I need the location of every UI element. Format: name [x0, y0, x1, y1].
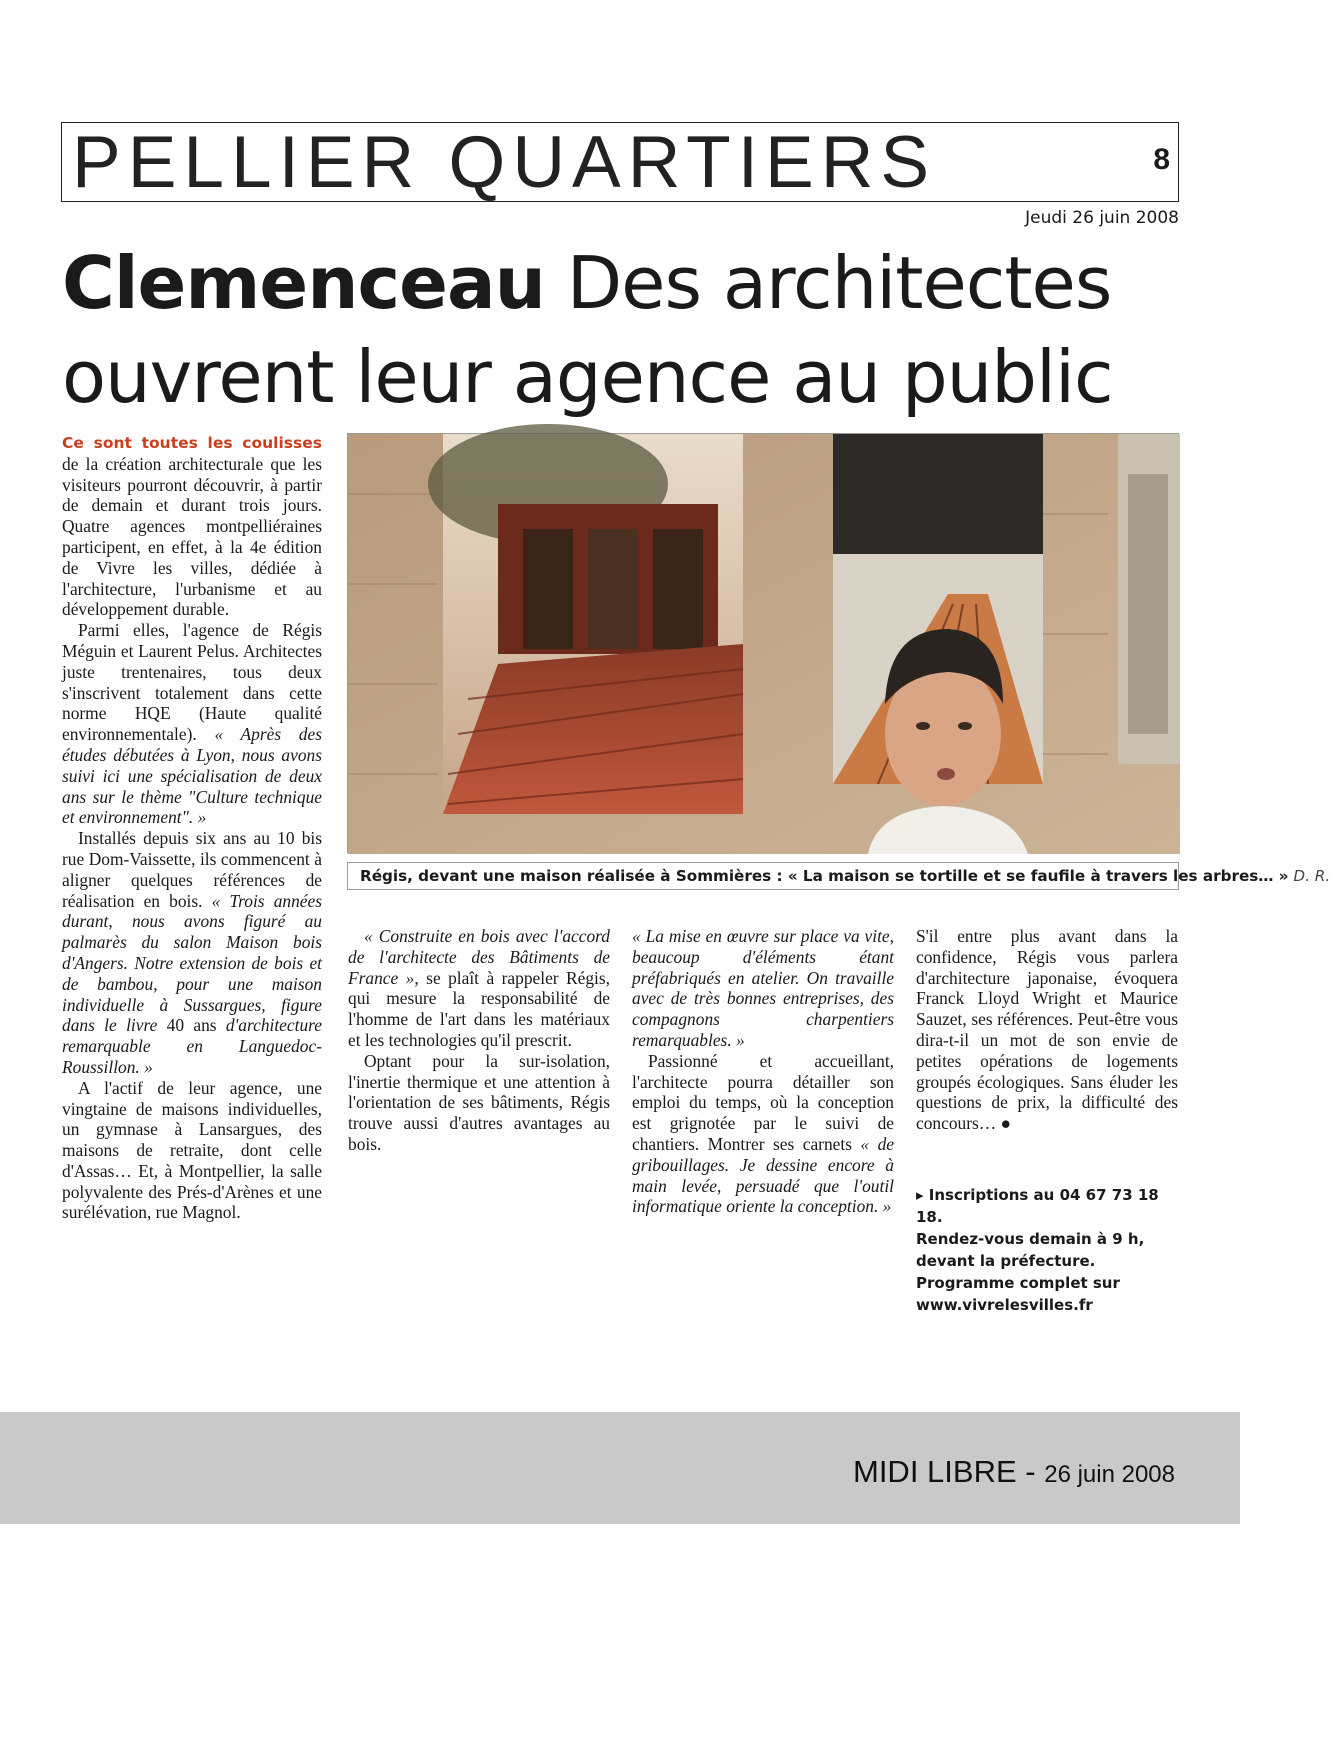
headline-title: Des architectes ouvrent leur agence au public: [62, 241, 1113, 419]
paragraph: [632, 1051, 894, 1217]
footer-separator: -: [1016, 1454, 1045, 1489]
article-column-2: [348, 926, 610, 1155]
info-phone: ▸ Inscriptions au 04 67 73 18 18.: [916, 1186, 1159, 1226]
paragraph: [348, 926, 610, 1051]
headline: [62, 236, 1162, 424]
article-column-4: [916, 926, 1178, 1134]
section-title: PELLIER QUARTIERS: [72, 122, 937, 203]
paragraph-text: S'il entre plus avant dans la confidence, Régis vous parlera d'architecture japonaise, évoquera Franck Lloyd Wright et Maurice Sauzet, ses références. Peut-être vous dira-t-il un mot de son envie de petites opérations de logements groupés écologiques. Sans éluder les questions de prix, la difficulté des concours… ●: [916, 926, 1178, 1134]
paragraph: [632, 926, 894, 1051]
paragraph: [348, 1051, 610, 1155]
quote: « Trois années durant, nous avons figuré au palmarès du salon Maison bois d'Angers. Notre extension de bois et de bambou, pour une maison individuelle à Sussargues, figure dans le livre: [62, 890, 323, 1036]
photo-credit: D. R.: [1288, 867, 1330, 885]
footer-source: [853, 1454, 1175, 1490]
photo-caption: [347, 862, 1330, 890]
paragraph-text: 40 ans: [157, 1015, 226, 1036]
lead-kicker: Ce sont toutes les coulisses: [62, 434, 322, 452]
info-details: Rendez-vous demain à 9 h, devant la préfecture. Programme complet sur www.vivrelesvilles.fr: [916, 1230, 1145, 1314]
paragraph: [62, 620, 322, 828]
quote: « de gribouillages. Je dessine encore à main levée, persuadé que l'outil informatique oriente la conception. »: [632, 1133, 894, 1217]
page-number: 8: [1153, 143, 1170, 176]
article-photo: [347, 433, 1179, 853]
headline-kicker: Clemenceau: [62, 241, 545, 325]
info-box: [916, 1184, 1186, 1316]
paragraph-text: Installés depuis six ans au 10 bis rue Dom-Vaissette, ils commencent à aligner quelques références de réalisation en bois.: [62, 828, 322, 911]
paragraph: [916, 926, 1178, 1134]
footer-band: [0, 1412, 1240, 1524]
paragraph-text: , se plaît à rappeler Régis, qui mesure la responsabilité de l'homme de l'art dans les matériaux et les technologies qu'il prescrit.: [348, 967, 611, 1050]
issue-date: Jeudi 26 juin 2008: [1025, 208, 1179, 228]
newspaper-name: MIDI LIBRE: [853, 1454, 1017, 1489]
paragraph: [62, 828, 322, 1078]
quote: « Construite en bois avec l'accord de l'architecte des Bâtiments de France »: [348, 926, 610, 988]
article-column-1: [62, 432, 322, 1223]
footer-date: 26 juin 2008: [1044, 1461, 1175, 1488]
photo-illustration: [348, 434, 1180, 854]
paragraph-text: Optant pour la sur-isolation, l'inertie thermique et une attention à l'orientation de ses bâtiments, Régis trouve aussi d'autres avantages au bois.: [348, 1050, 610, 1154]
lead-text: de la création architecturale que les visiteurs pourront découvrir, à partir de demain et durant trois jours. Quatre agences montpelliéraines participent, en effet, à la 4e édition de Vivre les villes, dédiée à l'architecture, l'urbanisme et au développement durable.: [62, 453, 322, 620]
caption-text: Régis, devant une maison réalisée à Sommières : « La maison se tortille et se faufile à travers les arbres… »: [360, 867, 1289, 885]
quote: « La mise en œuvre sur place va vite, beaucoup d'éléments étant préfabriqués en atelier. On travaille avec de très bonnes entreprises, des compagnons charpentiers remarquables. »: [632, 926, 894, 1050]
section-header: [61, 122, 1179, 202]
quote: « Après des études débutées à Lyon, nous avons suivi ici une spécialisation de deux ans sur le thème "Culture technique et environnement". »: [62, 724, 322, 828]
paragraph-text: A l'actif de leur agence, une vingtaine de maisons individuelles, un gymnase à Lansargues, des maisons de retraite, dont celle d'Assas… Et, à Montpellier, la salle polyvalente des Prés-d'Arènes et une surélévation, rue Magnol.: [62, 1077, 322, 1223]
lead-paragraph: [62, 432, 322, 620]
article-column-3: [632, 926, 894, 1217]
paragraph-text: Passionné et accueillant, l'architecte pourra détailler son emploi du temps, où la conception est grignotée par le suivi de chantiers. Montrer ses carnets: [632, 1050, 894, 1154]
quote: d'architecture remarquable en Languedoc-Roussillon. »: [62, 1015, 322, 1077]
paragraph: [62, 1078, 322, 1224]
paragraph-text: Parmi elles, l'agence de Régis Méguin et Laurent Pelus. Architectes juste trentenaires, tous deux s'inscrivent totalement dans cette norme HQE (Haute qualité environnementale).: [62, 620, 322, 745]
